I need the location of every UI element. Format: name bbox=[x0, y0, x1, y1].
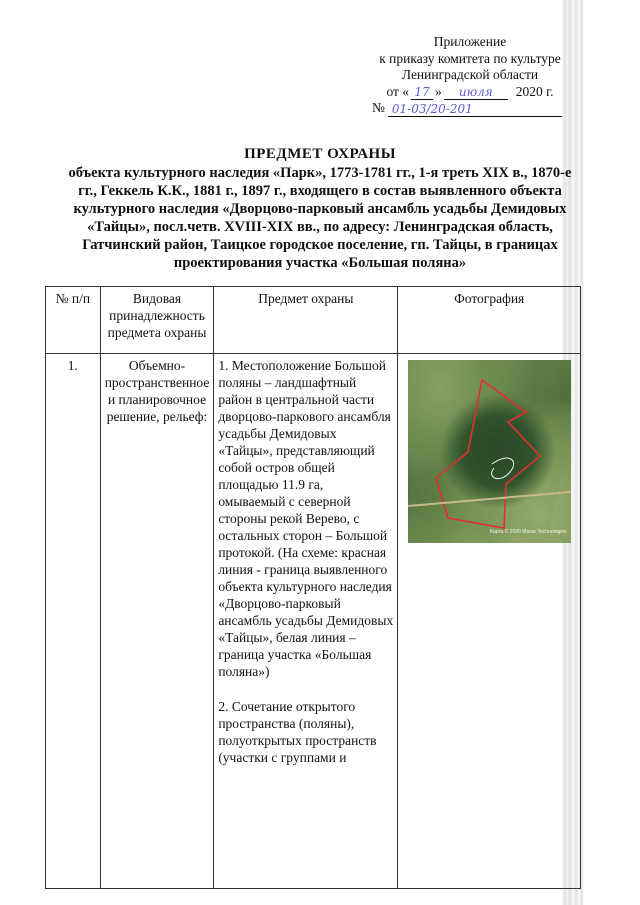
header-photo: Фотография bbox=[398, 287, 581, 354]
header-number: № п/п bbox=[46, 287, 101, 354]
appendix-line3: Ленинградской области bbox=[401, 67, 539, 82]
appendix-number-line bbox=[358, 100, 582, 117]
date-year: 2020 г. bbox=[515, 83, 554, 99]
title-main: ПРЕДМЕТ ОХРАНЫ bbox=[244, 146, 396, 162]
appendix-block bbox=[358, 34, 582, 117]
date-day: 17 bbox=[411, 85, 433, 100]
map-copyright: Карта © 2020 Maxar Technologies bbox=[489, 529, 567, 535]
number-value: 01-03/20-201 bbox=[388, 102, 562, 117]
appendix-line1: Приложение bbox=[433, 34, 507, 49]
boundary-overlay bbox=[408, 360, 571, 543]
title-line4: «Тайцы», посл.четв. XVIII-XIX вв., по адресу: Ленинградская область, bbox=[87, 219, 553, 235]
row-photo-cell bbox=[398, 354, 581, 889]
protection-table bbox=[45, 286, 581, 889]
date-month: июля bbox=[444, 85, 508, 100]
title-line3: культурного наследия «Дворцово-парковый ансамбль усадьбы Демидовых bbox=[73, 201, 567, 217]
row-number: 1. bbox=[46, 354, 101, 889]
document-title bbox=[40, 145, 600, 272]
header-type: Видовая принадлежность предмета охраны bbox=[100, 287, 214, 354]
table-header-row bbox=[46, 287, 581, 354]
subject-paragraph-2: 2. Сочетание открытого пространства (поляны), полуоткрытых пространств (участки с группами и bbox=[218, 699, 377, 765]
table-row bbox=[46, 354, 581, 889]
paragraph-spacer bbox=[218, 680, 393, 698]
row-type: Объемно-пространственное и планировочное решение, рельеф: bbox=[100, 354, 214, 889]
title-line6: проектирования участка «Большая поляна» bbox=[173, 255, 467, 271]
title-line2: гг., Геккель К.К., 1881 г., 1897 г., входящего в состав выявленного объекта bbox=[78, 183, 562, 199]
appendix-date-line bbox=[358, 84, 582, 101]
header-subject: Предмет охраны bbox=[214, 287, 398, 354]
satellite-map-image bbox=[408, 360, 571, 543]
date-mid: » bbox=[435, 83, 442, 99]
subject-paragraph-1: 1. Местоположение Большой поляны – ландшафтный район в центральной части дворцово-паркового ансамбля усадьбы Демидовых «Тайцы», представляющий собой остров общей площадью 11.9 га, омываемый с северной стороны рекой Верево, с остальных сторон – Большой протокой. (На схеме: красная линия - граница выявленного объекта культурного наследия «Дворцово-парковый ансамбль усадьбы Демидовых «Тайцы», белая линия – граница участка «Большая поляна») bbox=[218, 358, 394, 679]
row-subject bbox=[214, 354, 398, 889]
number-label: № bbox=[372, 100, 385, 115]
appendix-line2: к приказу комитета по культуре bbox=[379, 50, 561, 66]
title-line5: Гатчинский район, Таицкое городское поселение, гп. Тайцы, в границах bbox=[82, 237, 558, 253]
date-prefix: от « bbox=[386, 83, 410, 99]
title-line1: объекта культурного наследия «Парк», 1773-1781 гг., 1-я треть XIX в., 1870-е bbox=[68, 165, 572, 181]
